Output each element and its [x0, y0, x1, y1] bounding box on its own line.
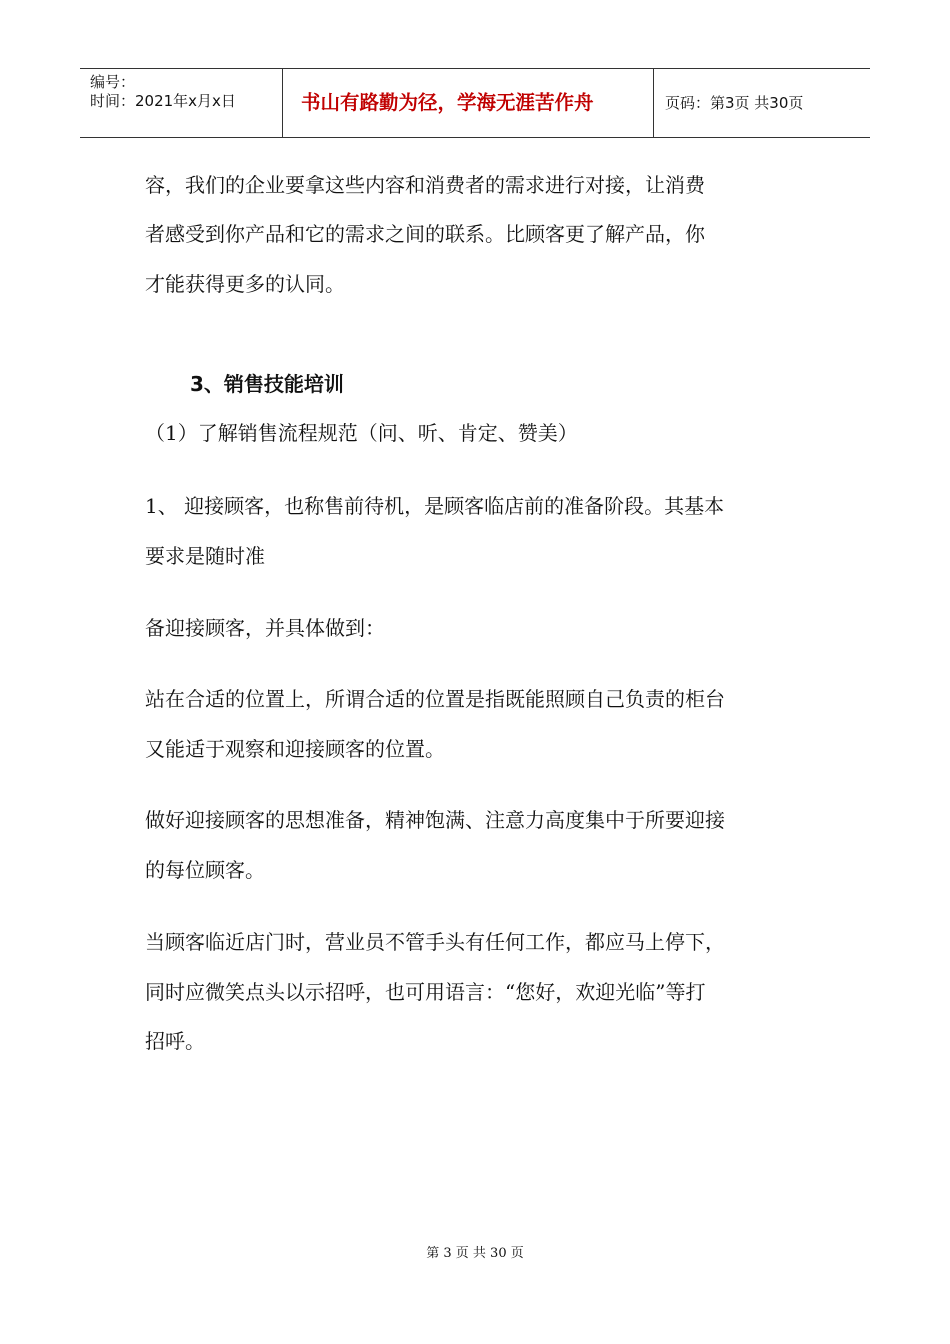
header-slogan-cell: [283, 69, 654, 137]
paragraph-line: 同时应微笑点头以示招呼，也可用语言：“您好，欢迎光临”等打: [145, 980, 706, 1004]
header-info-cell: [80, 69, 283, 137]
body-line: 容，我们的企业要拿这些内容和消费者的需求进行对接，让消费: [145, 173, 705, 197]
section-title: 3、销售技能培训: [190, 372, 344, 396]
paragraph-line: 招呼。: [145, 1029, 205, 1053]
number-label: 编号：: [90, 73, 136, 91]
header-page-cell: [655, 69, 870, 137]
step-1-line: 1、 迎接顾客，也称售前待机，是顾客临店前的准备阶段。其基本: [145, 494, 725, 518]
paragraph-line: 又能适于观察和迎接顾客的位置。: [145, 737, 445, 761]
step-1-line: 要求是随时准: [145, 544, 265, 568]
slogan: 书山有路勤为径，学海无涯苦作舟: [301, 91, 594, 114]
paragraph-line: 站在合适的位置上，所谓合适的位置是指既能照顾自己负责的柜台: [145, 687, 725, 711]
body-line: 才能获得更多的认同。: [145, 272, 345, 296]
time-label: 时间：2021年x月x日: [90, 92, 236, 110]
paragraph-line: 做好迎接顾客的思想准备，精神饱满、注意力高度集中于所要迎接: [145, 808, 725, 832]
page-footer: 第 3 页 共 30 页: [426, 1246, 524, 1261]
paragraph-line: 的每位顾客。: [145, 858, 265, 882]
page-code: 页码：第3页 共30页: [665, 94, 804, 112]
step-1-continuation: 备迎接顾客，并具体做到：: [145, 616, 385, 640]
subsection-title: （1）了解销售流程规范（问、听、肯定、赞美）: [145, 421, 578, 445]
body-line: 者感受到你产品和它的需求之间的联系。比顾客更了解产品，你: [145, 222, 705, 246]
document-header: [80, 68, 870, 138]
paragraph-line: 当顾客临近店门时，营业员不管手头有任何工作，都应马上停下，: [145, 930, 725, 954]
